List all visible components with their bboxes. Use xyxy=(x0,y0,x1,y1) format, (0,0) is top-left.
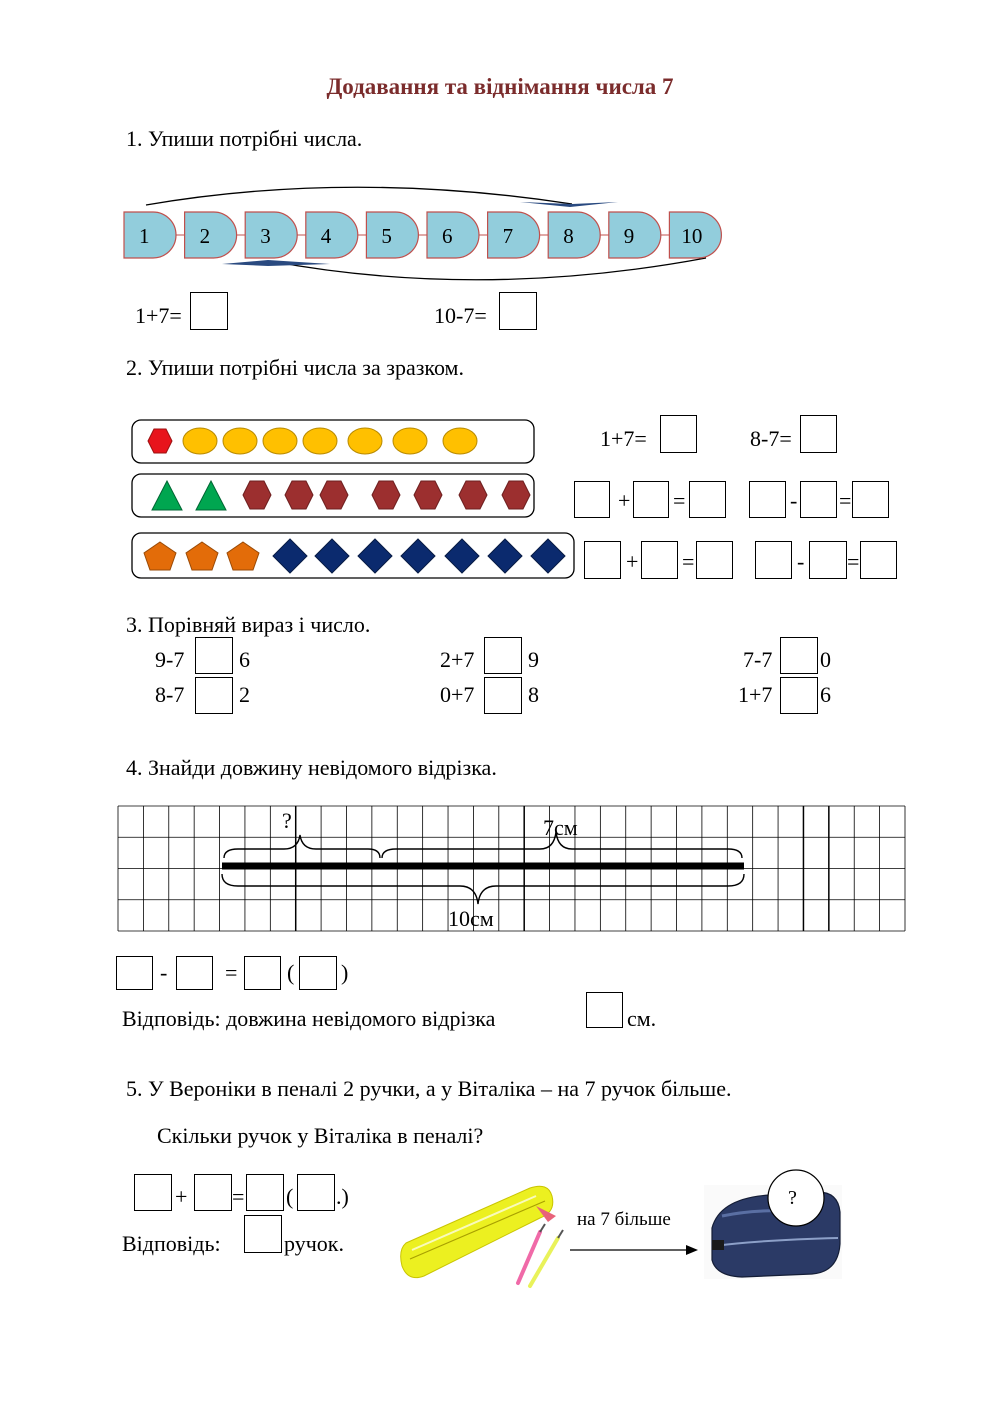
page-title: Додавання та віднімання числа 7 xyxy=(326,74,674,99)
comparison-num: 6 xyxy=(820,682,831,707)
open-paren: ( xyxy=(287,960,295,985)
task2-heading: 2. Упиши потрібні числа за зразком. xyxy=(126,355,464,380)
task4-answer-label: Відповідь: довжина невідомого відрізка xyxy=(122,1006,496,1031)
comparison-num: 6 xyxy=(239,647,250,672)
equals-sign: = xyxy=(225,960,238,985)
number-tile-label: 9 xyxy=(623,224,635,248)
comparison-expr: 7-7 xyxy=(743,647,773,672)
equals-sign: = xyxy=(682,549,695,574)
task4-heading: 4. Знайди довжину невідомого відрізка. xyxy=(126,755,497,780)
arrow-label: на 7 більше xyxy=(577,1209,671,1230)
minus-sign: - xyxy=(790,488,798,513)
comparison-num: 8 xyxy=(528,682,539,707)
comparison-expr: 9-7 xyxy=(155,647,185,672)
close-paren: .) xyxy=(336,1184,349,1209)
plus-sign: + xyxy=(618,488,631,513)
known-length-label: 7см xyxy=(543,815,578,840)
comparison-num: 2 xyxy=(239,682,250,707)
pens xyxy=(518,1224,563,1286)
plus-sign: + xyxy=(626,549,639,574)
number-tile-label: 7 xyxy=(502,224,514,248)
comparison-expr: 1+7 xyxy=(738,682,773,707)
comparison-num: 0 xyxy=(820,647,831,672)
equals-sign: = xyxy=(847,549,860,574)
number-tile-label: 10 xyxy=(681,224,703,248)
number-tile-label: 6 xyxy=(442,224,453,248)
task5-line1: 5. У Вероніки в пеналі 2 ручки, а у Віталіка – на 7 ручок більше. xyxy=(126,1076,732,1101)
arrow-head xyxy=(686,1245,698,1255)
task5-answer-label: Відповідь: xyxy=(122,1231,221,1256)
equals-sign: = xyxy=(839,488,852,513)
task3-heading: 3. Порівняй вираз і число. xyxy=(126,612,371,637)
plus-sign: + xyxy=(175,1184,188,1209)
comparison-expr: 2+7 xyxy=(440,647,475,672)
yellow-pencil-case xyxy=(401,1186,556,1277)
number-tile-label: 2 xyxy=(199,224,211,248)
comparison-expr: 0+7 xyxy=(440,682,475,707)
open-paren: ( xyxy=(286,1184,294,1209)
number-tile-label: 8 xyxy=(563,224,574,248)
close-paren: ) xyxy=(341,960,349,985)
task1-heading: 1. Упиши потрібні числа. xyxy=(126,126,363,151)
sample-add-expr: 1+7= xyxy=(600,426,647,451)
task5-answer-unit: ручок. xyxy=(284,1231,344,1256)
task1-expr-left: 1+7= xyxy=(135,303,182,328)
sample-sub-expr: 8-7= xyxy=(750,426,792,451)
comparison-expr: 8-7 xyxy=(155,682,185,707)
minus-sign: - xyxy=(797,549,805,574)
number-tile-label: 3 xyxy=(260,224,271,248)
number-tile-label: 4 xyxy=(320,224,332,248)
comparison-num: 9 xyxy=(528,647,539,672)
total-length-label: 10см xyxy=(448,906,494,931)
unknown-label: ? xyxy=(282,808,292,833)
task1-expr-right: 10-7= xyxy=(434,303,487,328)
equals-sign: = xyxy=(673,488,686,513)
bubble-question: ? xyxy=(788,1187,797,1209)
number-tile-label: 5 xyxy=(381,224,392,248)
equals-sign: = xyxy=(232,1184,245,1209)
task5-line2: Скільки ручок у Віталіка в пеналі? xyxy=(157,1123,484,1148)
task4-answer-unit: см. xyxy=(627,1006,657,1031)
minus-sign: - xyxy=(160,960,168,985)
number-tile-label: 1 xyxy=(139,224,150,248)
